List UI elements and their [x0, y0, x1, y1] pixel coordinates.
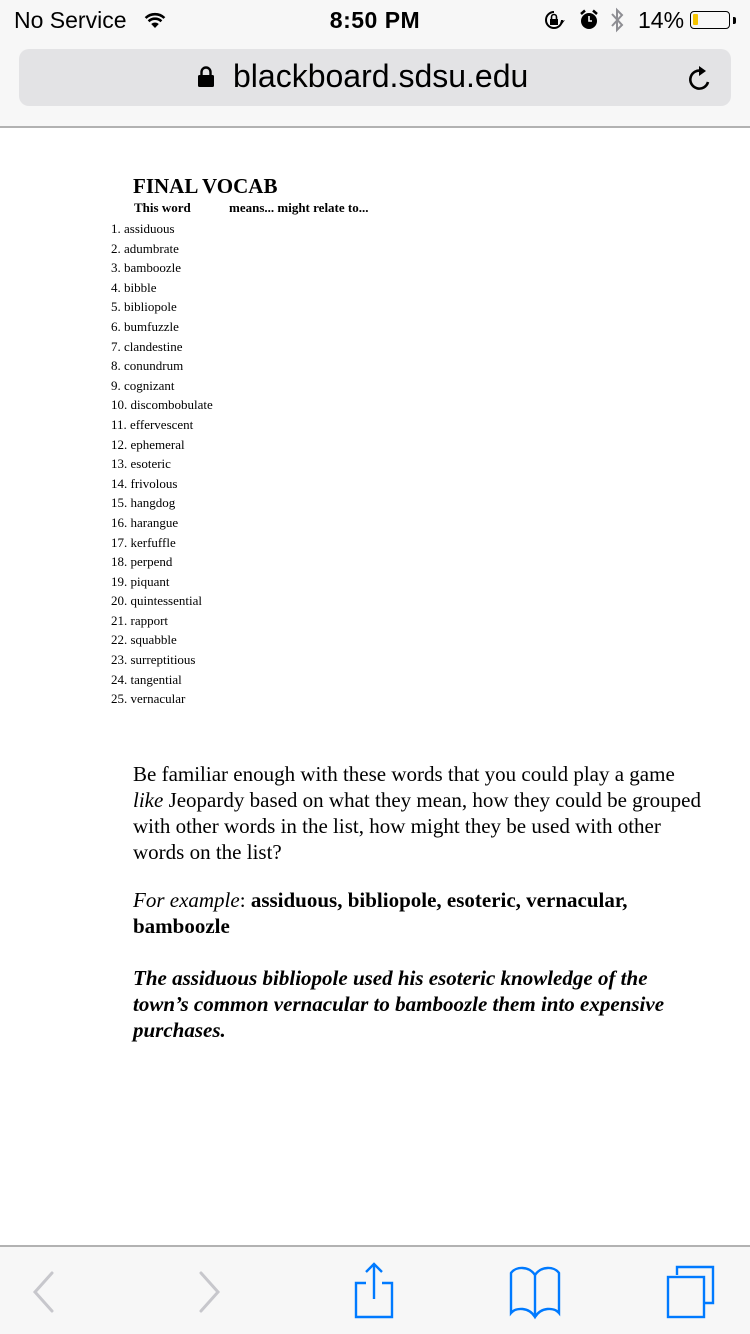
- example-paragraph: [133, 887, 703, 939]
- vocab-list: [111, 219, 213, 709]
- vocab-word: 8. conundrum: [111, 358, 184, 374]
- vocab-word: 4. bibble: [111, 279, 157, 295]
- vocab-word: 10. discombobulate: [111, 397, 213, 413]
- column-header-word: This word: [134, 200, 191, 215]
- instructions-emphasis: like: [133, 788, 164, 812]
- vocab-word: 20. quintessential: [111, 593, 202, 609]
- instructions-text-before: Be familiar enough with these words that you could play a game: [133, 762, 675, 786]
- vocab-word: 22. squabble: [111, 632, 177, 648]
- bookmarks-icon[interactable]: [508, 1265, 562, 1326]
- rotation-lock-icon: [543, 9, 567, 36]
- battery-percent: 14%: [638, 7, 685, 33]
- vocab-word: 18. perpend: [111, 554, 173, 570]
- browser-toolbar: [0, 1245, 750, 1334]
- forward-icon[interactable]: [197, 1267, 223, 1320]
- vocab-word: 9. cognizant: [111, 377, 175, 393]
- vocab-word: 11. effervescent: [111, 416, 194, 432]
- example-colon: :: [239, 888, 251, 912]
- browser-top-bar: [0, 0, 750, 128]
- vocab-word: 24. tangential: [111, 671, 182, 687]
- vocab-word: 13. esoteric: [111, 456, 171, 472]
- vocab-word: 1. assiduous: [111, 221, 175, 236]
- url-text[interactable]: blackboard.sdsu.edu: [233, 58, 529, 94]
- vocab-word: 7. clandestine: [111, 338, 183, 354]
- back-icon[interactable]: [30, 1267, 56, 1320]
- vocab-word: 15. hangdog: [111, 495, 176, 511]
- alarm-icon: [579, 9, 599, 36]
- battery-nub: [733, 17, 736, 24]
- vocab-word: 14. frivolous: [111, 475, 178, 491]
- share-icon[interactable]: [352, 1261, 396, 1326]
- vocab-word: 16. harangue: [111, 514, 179, 530]
- vocab-word: 5. bibliopole: [111, 299, 177, 315]
- clock: 8:50 PM: [329, 7, 421, 33]
- vocab-word: 6. bumfuzzle: [111, 318, 179, 334]
- page-title: FINAL VOCAB: [133, 174, 278, 198]
- vocab-word: 12. ephemeral: [111, 436, 185, 452]
- vocab-word: 21. rapport: [111, 612, 169, 628]
- vocab-word: 2. adumbrate: [111, 240, 179, 256]
- example-label: For example: [133, 888, 240, 912]
- bluetooth-icon: [609, 7, 625, 38]
- lock-icon: [197, 66, 215, 93]
- column-header-meaning: means... might relate to...: [229, 200, 369, 215]
- battery-icon: [690, 11, 730, 29]
- tabs-icon[interactable]: [664, 1265, 720, 1326]
- vocab-word: 3. bamboozle: [111, 260, 182, 276]
- battery-level-fill: [693, 14, 698, 25]
- instructions-paragraph: [133, 761, 703, 865]
- status-bar: [0, 0, 750, 40]
- instructions-text-after: Jeopardy based on what they mean, how they could be grouped with other words in the list, how might they be used with other words on the list?: [133, 788, 701, 864]
- vocab-word: 17. kerfuffle: [111, 534, 176, 550]
- example-sentence: The assiduous bibliopole used his esoteric knowledge of the town’s common vernacular to bamboozle them into expensive purchases.: [133, 966, 665, 1042]
- vocab-word: 25. vernacular: [111, 691, 186, 707]
- vocab-word: 23. surreptitious: [111, 652, 196, 668]
- example-words: assiduous, bibliopole, esoteric, vernacular, bamboozle: [133, 888, 628, 938]
- reload-icon[interactable]: [685, 63, 715, 100]
- vocab-word: 19. piquant: [111, 573, 170, 589]
- carrier-label: No Service: [14, 7, 127, 33]
